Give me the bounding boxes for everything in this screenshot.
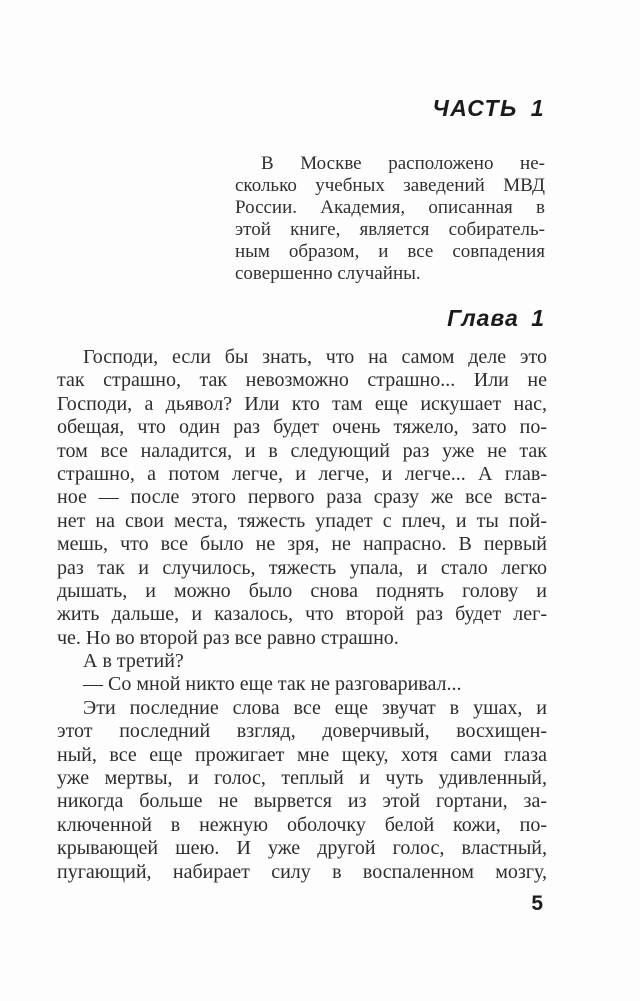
epigraph-line: ным образом, и все совпадения [235,241,545,262]
text-line: дышать, и можно было снова поднять голову и [57,579,547,602]
text-line: обещая, что один раз будет очень тяжело, зато по- [57,416,547,439]
text-line: уже мертвы, и голос, теплый и чуть удивленный, [57,767,547,790]
text-line: А в третий? [83,650,184,673]
paragraph [57,650,547,673]
text-line: пугающий, набирает силу в воспаленном мозгу, [57,860,547,883]
text-line: том все наладится, и в следующий раз уже не так [57,439,547,462]
page-number: 5 [531,892,543,915]
text-line: крывающей шею. И уже другой голос, властный, [57,837,547,860]
text-line: раз так и случилось, тяжесть упала, и стало легко [57,556,547,579]
text-line: так страшно, так невозможно страшно... Или не [57,369,547,392]
text-line: Эти последние слова все еще звучат в ушах, и [83,696,547,719]
text-line: ключенной в нежную оболочку белой кожи, по- [57,813,547,836]
paragraph [57,697,547,884]
text-line: — Со мной никто еще так не разговаривал... [83,673,462,696]
text-line: жить дальше, и казалось, что второй раз будет лег- [57,603,547,626]
text-line: ное — после этого первого раза сразу же все вста- [57,486,547,509]
text-line: мешь, что все было не зря, не напрасно. В первый [57,533,547,556]
text-line: Господи, а дьявол? Или кто там еще искушает нас, [57,392,547,415]
paragraph [57,673,547,696]
part-heading: ЧАСТЬ 1 [432,95,545,121]
epigraph-line: В Москве расположено не- [261,153,545,174]
text-line: никогда больше не вырвется из этой гортани, за- [57,790,547,813]
text-line: че. Но во второй раз все равно страшно. [57,626,399,649]
epigraph [235,153,545,285]
text-line: Господи, если бы знать, что на самом деле это [83,346,547,368]
text-line: страшно, а потом легче, и легче, и легче... А глав- [57,462,547,485]
text-line: нет на свои места, тяжесть упадет с плеч, и ты пой- [57,509,547,532]
epigraph-line: этой книге, является собиратель- [235,219,545,240]
chapter-heading: Глава 1 [447,305,545,331]
text-line: ный, все еще прожигает мне щеку, хотя сами глаза [57,743,547,766]
text-line: этот последний взгляд, доверчивый, восхищен- [57,720,547,743]
paragraph [57,346,547,650]
epigraph-line: совершенно случайны. [235,263,421,284]
epigraph-line: России. Академия, описанная в [235,197,545,218]
epigraph-line: сколько учебных заведений МВД [235,175,545,196]
body-text [57,346,547,884]
